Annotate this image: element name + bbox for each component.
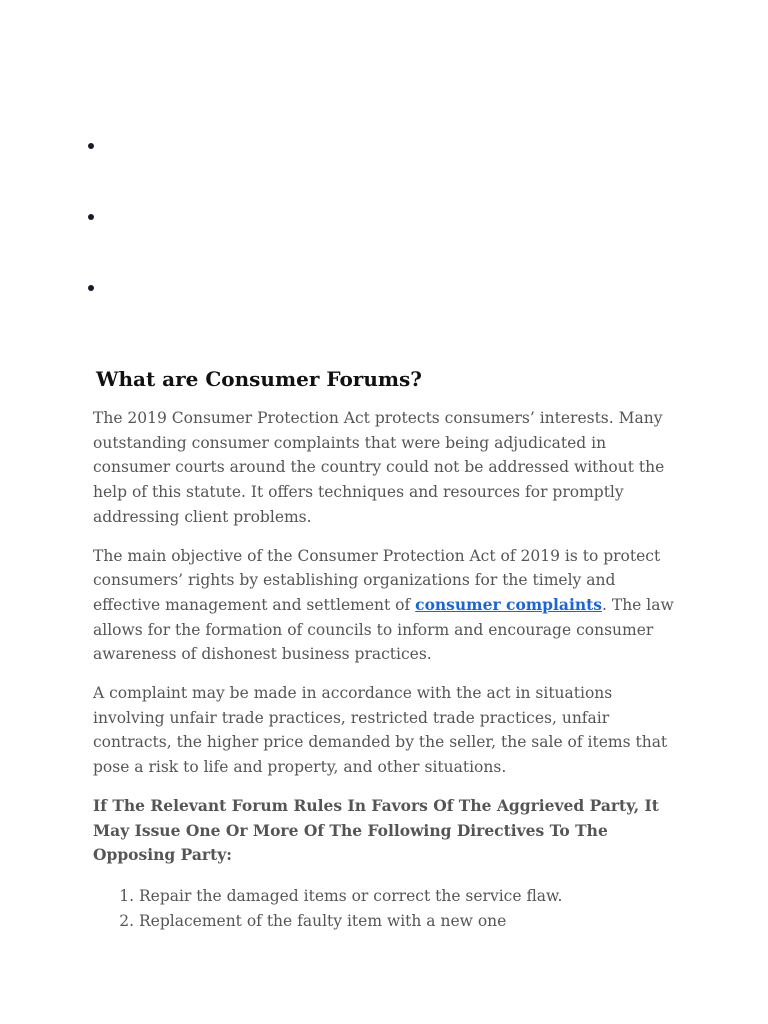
bullet-dot-2	[88, 214, 94, 220]
directives-list	[93, 884, 683, 933]
article-body	[93, 362, 683, 933]
paragraph-objective	[93, 544, 683, 668]
paragraph-objective-text-b: . The law allows for the formation of councils to inform and encourage consumer awareness of dishonest business practices.	[93, 595, 674, 664]
directive-item: 1. Repair the damaged items or correct the service flaw.	[139, 884, 683, 909]
paragraph-intro: The 2019 Consumer Protection Act protects consumers’ interests. Many outstanding consumer complaints that were being adjudicated in consumer courts around the country could not be addressed without the help of this statute. It offers techniques and resources for promptly addressing client problems.	[93, 409, 665, 526]
paragraph-complaint: A complaint may be made in accordance with the act in situations involving unfair trade practices, restricted trade practices, unfair contracts, the higher price demanded by the seller, the sale of items that pose a risk to life and property, and other situations.	[93, 684, 668, 777]
paragraph-objective-text-a: The main objective of the Consumer Protection Act of 2019 is to protect consumers’ rights by establishing organizations for the timely and effective management and settlement of	[93, 546, 661, 614]
consumer-complaints-link[interactable]: consumer complaints	[415, 594, 602, 614]
section-heading: What are Consumer Forums?	[96, 367, 422, 391]
directives-intro: If The Relevant Forum Rules In Favors Of The Aggrieved Party, It May Issue One Or More Of The Following Directives To The Opposing Party:	[93, 795, 659, 865]
bullet-dot-3	[88, 285, 94, 291]
directive-item: 2. Replacement of the faulty item with a new one	[139, 909, 683, 934]
bullet-dot-1	[88, 143, 94, 149]
